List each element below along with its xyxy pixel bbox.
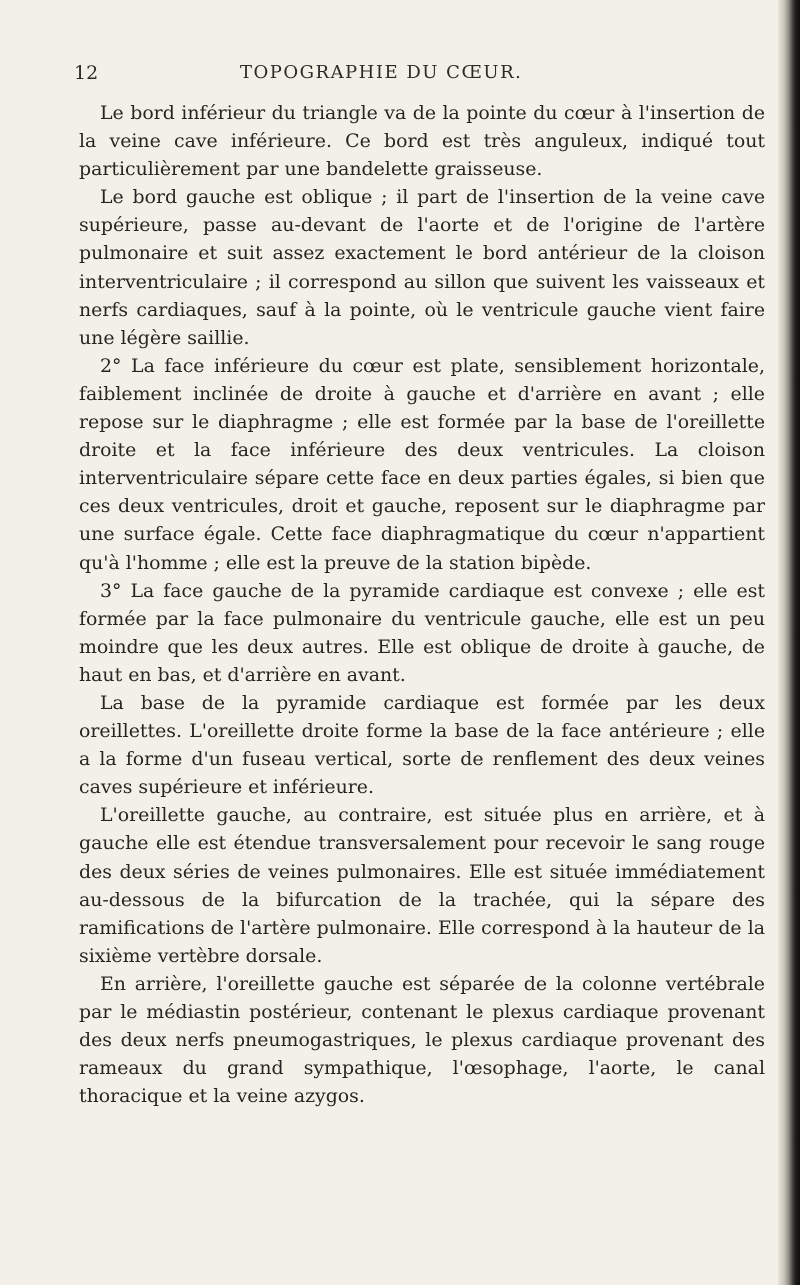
paragraph-base-pyramide: La base de la pyramide cardiaque est formée par les deux oreillettes. L'oreillette droite forme la base de la face antérieure ; elle a la forme d'un fuseau vertical, sorte de renflement des deux veines caves supérieure et inférieure.	[79, 691, 765, 799]
paragraph-face-inferieure: 2° La face inférieure du cœur est plate, sensiblement horizontale, faiblement inclinée de droite à gauche et d'arrière en avant ; elle repose sur le diaphragme ; elle est formée par la base de l'oreillette droite et la face inférieure des deux ventricules. La cloison interventriculaire sépare cette face en deux parties égales, si bien que ces deux ventricules, droit et gauche, reposent sur le diaphragme par une surface égale. Cette face diaphragmatique du cœur n'appartient qu'à l'homme ; elle est la preuve de la station bipède.	[79, 354, 765, 574]
page-header	[0, 62, 790, 92]
running-title: TOPOGRAPHIE DU CŒUR.	[240, 62, 523, 83]
paragraph-oreillette-gauche: L'oreillette gauche, au contraire, est située plus en arrière, et à gauche elle est étendue transversalement pour recevoir le sang rouge des deux séries de veines pulmonaires. Elle est située immédiatement au-dessous de la bifurcation de la trachée, qui la sépare des ramifications de l'artère pulmonaire. Elle correspond à la hauteur de la sixième vertèbre dorsale.	[79, 804, 765, 967]
paragraph-face-gauche: 3° La face gauche de la pyramide cardiaque est convexe ; elle est formée par la face pulmonaire du ventricule gauche, elle est un peu moindre que les deux autres. Elle est oblique de droite à gauche, de haut en bas, et d'arrière en avant.	[79, 579, 765, 686]
page-number: 12	[74, 62, 99, 84]
paragraph-en-arriere: En arrière, l'oreillette gauche est séparée de la colonne vertébrale par le médiastin postérieur, contenant le plexus cardiaque provenant des deux nerfs pneumogastriques, le plexus cardiaque provenant des rameaux du grand sympathique, l'œsophage, l'aorte, le canal thoracique et la veine azygos.	[79, 972, 765, 1108]
binding-edge	[778, 0, 800, 1285]
paragraph-bord-inferieur: Le bord inférieur du triangle va de la pointe du cœur à l'insertion de la veine cave inférieure. Ce bord est très anguleux, indiqué tout particulièrement par une bandelette graisseuse.	[79, 102, 765, 181]
body-text	[79, 99, 765, 1110]
paragraph-bord-gauche: Le bord gauche est oblique ; il part de l'insertion de la veine cave supérieure, passe au-devant de l'aorte et de l'origine de l'artère pulmonaire et suit assez exactement le bord antérieur de la cloison interventriculaire ; il correspond au sillon que suivent les vaisseaux et nerfs cardiaques, sauf à la pointe, où le ventricule gauche vient faire une légère saillie.	[79, 186, 765, 349]
